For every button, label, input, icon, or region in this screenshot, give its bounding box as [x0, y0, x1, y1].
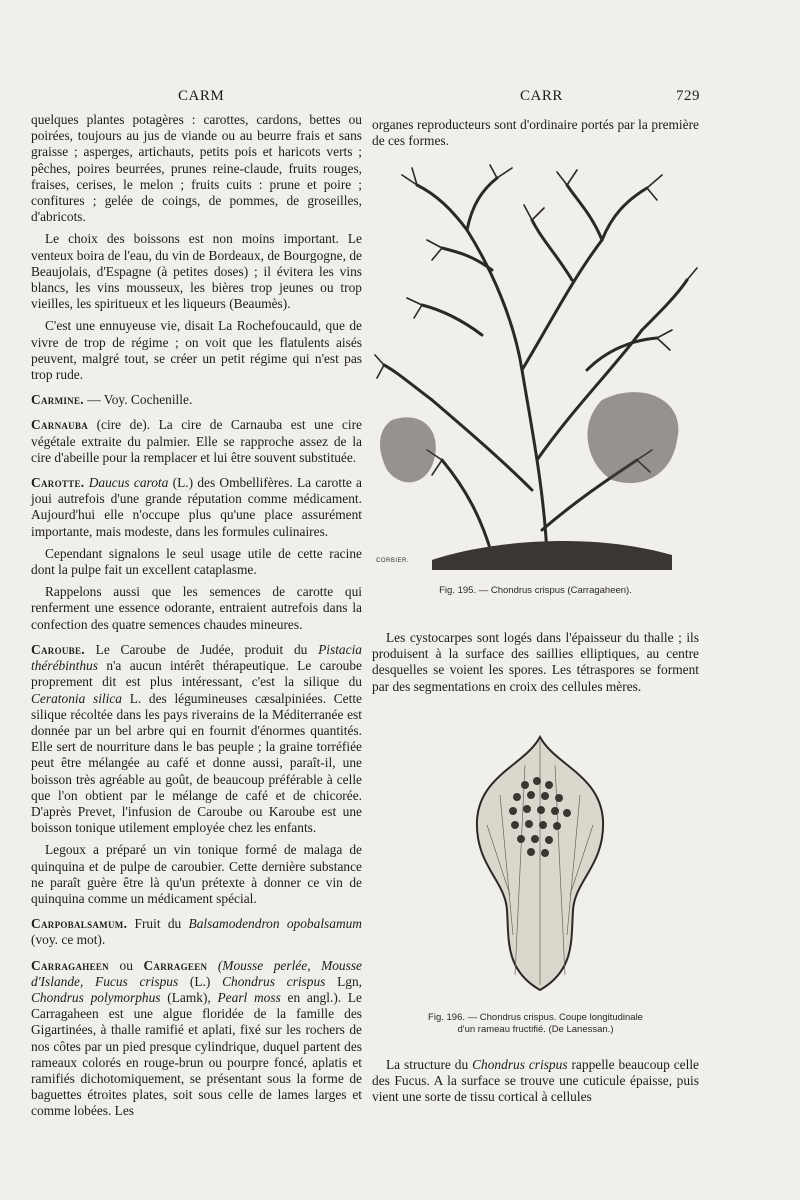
entry-carpobalsamum-text-1: Fruit du — [134, 916, 182, 932]
headword-carmine: Carmine. — [31, 392, 84, 408]
entry-caroube-text-2: n'a aucun intérêt thérapeutique. Le caroube proprement dit est plus intéressant, c'est la silique du — [31, 658, 362, 690]
figure-195-seaweed-engraving — [372, 160, 702, 570]
right-column-mid — [372, 630, 699, 701]
paragraph-organes: organes reproducteurs sont d'ordinaire portés par la première de ces formes. — [372, 117, 699, 149]
latin-name: Balsamodendron opobalsamum — [188, 916, 362, 932]
entry-carpobalsamum — [31, 916, 362, 948]
entry-carragaheen — [31, 958, 362, 1120]
paragraph-intro: quelques plantes potagères : carottes, cardons, bettes ou poirées, toujours au jus de viande ou au beurre frais et sans graisse ; asperges, artichauts, petits pois et haricots verts ; pêches, poires beurrées, prunes reine-claude, fruits rouges, fraises, cerises, le melon ; fruits cuits : prune et poire ; confitures ; gelée de coings, de pommes, de groseilles, d'abricots. — [31, 112, 362, 225]
latin-name: Chondrus polymorphus — [31, 989, 161, 1005]
paragraph-structure-text-1: La structure du — [386, 1057, 469, 1072]
latin-name: Pearl moss — [217, 989, 281, 1005]
figure-196-caption-line-1: Fig. 196. — Chondrus crispus. Coupe longitudinale — [428, 1012, 643, 1023]
entry-carnauba-text: (cire de). La cire de Carnauba est une cire végétale extraite du palmier. Elle se rapproche assez de la cire d'abeille pour la remplacer et lui être souvent substituée. — [31, 417, 362, 465]
conjunction: ou — [119, 957, 133, 973]
page-number: 729 — [676, 88, 700, 104]
paragraph-carotte-3: Rappelons aussi que les semences de carotte qui renferment une essence odorante, entraient autrefois dans la confection des quatre semences chaudes mineures. — [31, 584, 362, 632]
headword-carrageen: Carrageen — [143, 957, 208, 973]
headword-carotte: Carotte. — [31, 475, 85, 491]
right-column-bottom — [372, 1057, 699, 1112]
left-column — [31, 112, 362, 1126]
paragraph-cystocarpes: Les cystocarpes sont logés dans l'épaisseur du thalle ; ils produisent à la surface des saillies elliptiques, au centre desquelles se voient les spores. Les tétraspores se forment par des segmentations en croix des cellules mères. — [372, 630, 699, 694]
entry-carotte-text: (L.) des Ombellifères. La carotte a joui autrefois d'une grande réputation comme médicament. Aujourd'hui elle n'occupe plus qu'une place assurément importante, mais modeste, dans les formules culinaires. — [31, 475, 362, 539]
latin-name: (Mousse perlée, Mousse d'Islande, Fucus crispus — [31, 957, 362, 989]
latin-name: Daucus carota — [88, 475, 169, 491]
latin-name: Pistacia thérébinthus — [31, 641, 362, 674]
figure-196-caption-line-2: d'un rameau fructifié. (De Lanessan.) — [457, 1024, 614, 1035]
figure-196-caption — [372, 1012, 699, 1036]
paragraph-structure-text-2: rappelle beaucoup celle des Fucus. A la surface se trouve une cuticule épaisse, puis vient une sorte de tissu cortical à cellules — [372, 1057, 699, 1105]
latin-name: Ceratonia silica — [31, 690, 123, 706]
entry-carmine-text: — Voy. Cochenille. — [87, 392, 193, 408]
paragraph-rochefoucauld: C'est une ennuyeuse vie, disait La Rochefoucauld, que de vivre de trop de régime ; on voit que les flatulents aisés peuvent, malgré tout, se créer un petit régime qui n'est pas trop rude. — [31, 318, 362, 383]
entry-carotte — [31, 475, 362, 540]
right-column-top — [372, 117, 699, 155]
figure-196-longitudinal-section — [465, 735, 615, 995]
entry-caroube-text-1: Le Caroube de Judée, produit du — [95, 641, 308, 657]
entry-carragaheen-text-1: (L.) — [189, 973, 211, 989]
entry-caroube — [31, 642, 362, 836]
entry-carragaheen-text-2: Lgn, — [337, 973, 363, 989]
paragraph-carotte-2: Cependant signalons le seul usage utile de cette racine dont la pulpe fait un excellent cataplasme. — [31, 545, 362, 578]
entry-carragaheen-text-4: en angl.). Le Carragaheen est une algue floridée de la famille des Gigartinées, à thalle ramifié et aplati, fixé sur les rochers de nos côtes par un pied presque cylindrique, duquel partent des rameaux colorés en rouge-brun ou pourpre foncé, aplatis et ramifiés dichotomiquement, se présentant sous la forme de baguettes étroites plates, soit sous celle de lames larges et comme lobées. Les — [31, 989, 362, 1119]
latin-name: Chondrus crispus — [222, 973, 326, 989]
engraver-signature: CORBIER. — [376, 558, 410, 564]
latin-name: Chondrus crispus — [472, 1057, 568, 1072]
headword-caroube: Caroube. — [31, 641, 85, 657]
running-head-right: CARR — [520, 88, 563, 104]
headword-carpobalsamum: Carpobalsamum. — [31, 916, 128, 932]
entry-carnauba — [31, 417, 362, 466]
paragraph-boissons: Le choix des boissons est non moins important. Le venteux boira de l'eau, du vin de Bordeaux, de Bourgogne, de Beaujolais, d'Espagne (à petites doses) ; il évitera les vins blancs, les vins mousseux, les bières trop jeunes ou trop vieilles, les spiritueux et les liqueurs (Beaumès). — [31, 231, 362, 312]
paragraph-caroube-2: Legoux a préparé un vin tonique formé de malaga de quinquina et de pulpe de caroubier. Cette dernière substance ne paraît guère être là qu'un prétexte à donner ce vin de quinquina comme un médicament spécial. — [31, 842, 362, 906]
figure-195-caption: Fig. 195. — Chondrus crispus (Carragaheen). — [439, 585, 632, 596]
entry-carpobalsamum-text-2: (voy. ce mot). — [31, 932, 106, 948]
running-head-left: CARM — [178, 88, 225, 104]
paragraph-structure — [372, 1057, 699, 1106]
entry-caroube-text-3: L. des légumineuses cæsalpiniées. Cette silique récoltée dans les pays riverains de la Méditerranée est donnée par un bel arbre qui en fournit d'énormes quantités. Elle sert de nourriture dans le bas peuple ; la graine torréfiée peut être mélangée au café et donne aussi, paraît-il, une boisson très agréable au goût, de beaucoup préférable à celle que l'on obtient par le mélange de café et de chicorée. D'après Prevet, l'infusion de Caroube ou Karoube est une boisson tonique utilement employée chez les enfants. — [31, 690, 362, 836]
entry-carragaheen-text-3: (Lamk), — [167, 989, 211, 1005]
headword-carnauba: Carnauba — [31, 417, 89, 433]
entry-carmine — [31, 392, 362, 408]
headword-carragaheen: Carragaheen — [31, 957, 109, 973]
